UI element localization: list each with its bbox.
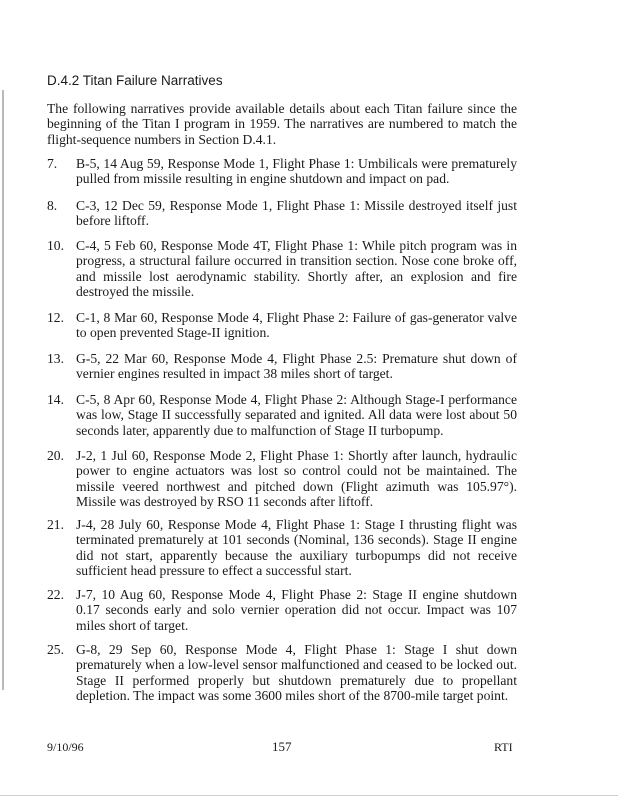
narrative-number: 10.	[47, 238, 64, 253]
narrative-text: J-4, 28 July 60, Response Mode 4, Flight Phase 1: Stage I thrusting flight was terminated prematurely at 101 seconds (Nominal, 136 seconds). Stage II engine did not start, apparently because the auxiliary turbopumps did not receive sufficient head pressure to effect a successful start.	[76, 517, 517, 579]
narrative-text: J-2, 1 Jul 60, Response Mode 2, Flight Phase 1: Shortly after launch, hydraulic power to engine actuators was lost so control could not be maintained. The missile veered northwest and pitched down (Flight azimuth was 105.97°). Missile was destroyed by RSO 11 seconds after liftoff.	[76, 448, 517, 510]
narrative-item	[47, 238, 517, 300]
narrative-item	[47, 198, 517, 229]
narrative-text: C-5, 8 Apr 60, Response Mode 4, Flight Phase 2: Although Stage-I performance was low, Stage II successfully separated and ignited. All data were lost about 50 seconds later, apparently due to malfunction of Stage II turbopump.	[76, 392, 517, 438]
narrative-text: G-5, 22 Mar 60, Response Mode 4, Flight Phase 2.5: Premature shut down of vernier engines resulted in impact 38 miles short of target.	[76, 351, 517, 382]
narrative-number: 22.	[47, 587, 64, 602]
narrative-text: G-8, 29 Sep 60, Response Mode 4, Flight Phase 1: Stage I shut down prematurely when a low-level sensor malfunctioned and ceased to be locked out. Stage II performed properly but shutdown prematurely due to propellant depletion. The impact was some 3600 miles short of the 8700-mile target point.	[76, 642, 517, 704]
footer-date: 9/10/96	[47, 740, 84, 754]
section-title: D.4.2 Titan Failure Narratives	[47, 73, 223, 88]
narrative-item	[47, 448, 517, 510]
narrative-item	[47, 351, 517, 382]
narrative-text: B-5, 14 Aug 59, Response Mode 1, Flight Phase 1: Umbilicals were prematurely pulled from missile resulting in engine shutdown and impact on pad.	[76, 156, 517, 187]
narrative-text: C-1, 8 Mar 60, Response Mode 4, Flight Phase 2: Failure of gas-generator valve to open prevented Stage-II ignition.	[76, 310, 517, 341]
page-number: 157	[272, 739, 292, 754]
narrative-number: 21.	[47, 517, 64, 532]
narrative-number: 13.	[47, 351, 64, 366]
narrative-number: 25.	[47, 642, 64, 657]
scan-bottom-line	[0, 795, 618, 796]
narrative-item	[47, 392, 517, 438]
narrative-number: 20.	[47, 448, 64, 463]
narrative-item	[47, 517, 517, 579]
narrative-number: 14.	[47, 392, 64, 407]
footer-organization: RTI	[494, 740, 513, 754]
narrative-item	[47, 156, 517, 187]
narrative-text: J-7, 10 Aug 60, Response Mode 4, Flight Phase 2: Stage II engine shutdown 0.17 seconds early and solo vernier operation did not occur. Impact was 107 miles short of target.	[76, 587, 517, 633]
intro-paragraph: The following narratives provide available details about each Titan failure since the beginning of the Titan I program in 1959. The narratives are numbered to match the flight-sequence numbers in Section D.4.1.	[47, 101, 517, 147]
narrative-number: 7.	[47, 156, 58, 171]
scan-edge-line	[2, 90, 4, 690]
narrative-text: C-4, 5 Feb 60, Response Mode 4T, Flight Phase 1: While pitch program was in progress, a structural failure occurred in transition section. Nose cone broke off, and missile lost aerodynamic stability. Shortly after, an explosion and fire destroyed the missile.	[76, 238, 517, 300]
narrative-number: 8.	[47, 198, 58, 213]
narrative-item	[47, 587, 517, 633]
narrative-number: 12.	[47, 310, 64, 325]
narrative-text: C-3, 12 Dec 59, Response Mode 1, Flight Phase 1: Missile destroyed itself just before liftoff.	[76, 198, 517, 229]
narrative-item	[47, 310, 517, 341]
narrative-item	[47, 642, 517, 704]
